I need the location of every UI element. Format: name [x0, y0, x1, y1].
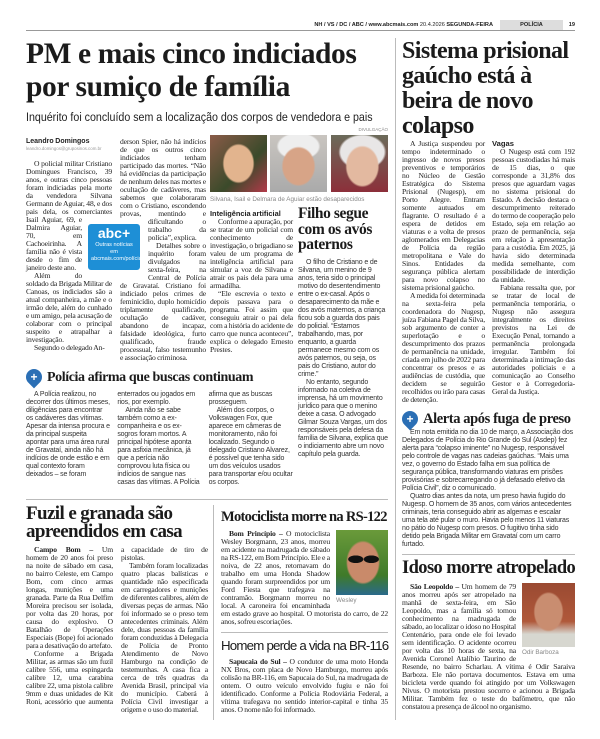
edition-list: NH / VS / DC / ABC / www.abcmais.com [314, 22, 419, 28]
paragraph: O filho de Cristiano e de Silvana, um menino de 9 anos, teria sido o principal motivo do desentendimento entre o ex-casal. Após o desaparecimento da mãe e dos avós maternos, a criança ficou sob a guarda dos pais do policial. “Estamos trabalhando, mas, por enquanto, a guarda permanece mesmo com os avós paternos, ou seja, os pais do Cristiano, autor do crime.” [298, 258, 386, 378]
ia-subhead: Inteligência artificial [210, 209, 281, 218]
abcmais-promo[interactable] [86, 222, 142, 272]
moto-headline: Motociclista morre na RS-122 [221, 509, 387, 525]
photo-isail [270, 135, 327, 192]
photo-silvana [210, 135, 267, 192]
idoso-headline: Idoso morre atropelado [402, 558, 576, 578]
paragraph: O motociclista Wesley Borgmann, 23 anos, morreu em acidente na madrugada de sábado na RS-122, em Bom Princípio. Ele e a noiva, de 22 anos, retornavam do trabalho em uma Honda Shadow quando foram surpreendidos por um Ford Fiesta que trafegava na contramão. Borgmann morreu no local. A caroneira foi encaminhada em estado grave ao hospital. O motorista do carro, de 22 anos, sofreu escoriações. [221, 529, 388, 626]
filho-headline: Filho segue com os avós paternos [298, 205, 372, 253]
br116-headline: Homem perde a vida na BR-116 [221, 638, 389, 653]
paragraph: Quatro dias antes da nota, um preso havia fugido do Nugesp. O homem de 35 anos, com vários antecedentes criminais, teria conseguido abrir as algemas e escalar uma tela até pular o muro. Havia pelo menos 11 viaturas no pátio do Nugesp com presos. O fugitivo tinha sido detido pela Brigada Militar em Gravataí com um carro furtado. [402, 493, 572, 548]
paragraph: No entanto, segundo informado na coletiva de imprensa, há um movimento jurídico para que o menino deixe a casa. O advogado Gilmar Souza Vargas, um dos responsáveis pela defesa da família de Silvana, explica que o indiciamento abre um novo capítulo pela guarda. [298, 378, 388, 458]
paragraph: A Polícia realizou, no decorrer dos últimos meses, diligências para encontrar os cadáveres das vítimas. Apesar da intensa procura e da principal suspeita apontar para uma área rural de Gravataí, ainda não há indícios de onde estão e em qual contexto foram deixados – se foram enterrados ou jogados em rios, por exemplo. [26, 391, 196, 478]
paragraph: O condutor de uma moto Honda NX Bros, com placa de Novo Hamburgo, morreu após colisão na BR-116, em Sapucaia do Sul, na madrugada de ontem. O outro veículo envolvido fugiu e não foi identificado. Conforme a Polícia Rodoviária Federal, a vítima trafegava no sentido interior-capital e tinha 35 anos. O nome não foi informado. [221, 657, 388, 714]
vagas-subhead: Vagas [492, 139, 514, 148]
paragraph: Além dos corpos, o Volkswagen Fox, que aparece em câmeras de monitoramento, não foi localizado. Segundo o delegado Cristiano Alvarez, é possível que tenha sido um dos veículos usados para transportar e/ou ocultar os corpos. [208, 407, 293, 486]
dateline: Bom Princípio – [229, 529, 283, 538]
paragraph: Um homem de 79 anos morreu após ser atropelado na manhã de sexta-feira, em São Leopoldo, mas a família só tomou conhecimento na madrugada de sábado, ao localizar o idoso no Hospital Centenário, para onde ele foi levado sem identificação. O acidente ocorreu por volta das 10 horas de sexta, na Avenida Coronel Atalíbio Taurino de Resende, no bairro Scharlau. A vítima é Odir Saraiva Barboza. Ele não portava documentos. Estava em uma bicicleta verde quando foi atingido por um Volkswagen Nivus. O motorista prestou socorro e acionou a Brigada Militar. Também fez o teste do bafômetro, que não constatou a presença de álcool no organismo. [402, 582, 575, 711]
paragraph: Fabiana ressalta que, por se tratar de local de permanência temporária, o Nugesp não assegura integralmente os direitos previstos na Lei de Execução Penal, tornando a permanência prolongada irregular. Também foi determinada a intimação das autoridades policiais e a comunicação ao Conselho Gestor e à Corregedoria-Geral da Justiça. [492, 283, 575, 396]
main-subtitle: Inquérito foi concluído sem a localização dos corpos de vendedora e pais [26, 110, 373, 124]
author-email: leandro.domingos@gruposinos.com.br [26, 146, 102, 151]
paragraph: Conforme a Brigada Militar, as armas são um fuzil calibre 556, uma espingarda calibre 12, uma carabina calibre 22, uma pistola calibre 9mm e duas unidades de Kit Roni, acessório que aumenta a capacidade de tiro de pistolas. [26, 545, 208, 706]
fuzil-headline: Fuzil e granada são apreendidos em casa [26, 503, 183, 542]
divider [26, 499, 388, 500]
column-divider [395, 38, 396, 720]
page-number: 19 [568, 22, 575, 28]
fuzil-section [26, 505, 208, 714]
headline-line: por sumiço de família [26, 71, 290, 103]
photo-wesley-wrap [334, 530, 388, 606]
briefs-column [221, 508, 388, 714]
issue-date: 20.4.2026 [419, 22, 445, 28]
paragraph: A medida foi determinada na sexta-feira pela coordenadora do Nugesp, juíza Fabiana Pagel da Silva, sob argumento de conter a superlotação e o descumprimento dos prazos de permanência na unidade, criada em julho de 2022 para concentrar os presos e as audiências de custódia, que decidem se seguirão recolhidos ou irão para casas de detenção. [402, 291, 485, 404]
paragraph: A Justiça suspendeu por tempo indeterminado o ingresso de novos presos preventivos e temporários no Núcleo de Gestão Estratégica do Sistema Prisional (Nugesp), em Porto Alegre. Entram somente autuados em flagrante. O resultado é a espera de detidos em viaturas e a volta de presos aglomerados em Delegacias de Polícia da região metropolitana e Vale do Sinos. Entidades da segurança pública alertam para novo colapso no sistema prisional gaúcho. [402, 139, 485, 292]
paragraph: “Ele escrevia o texto e depois passava para o programa. Foi assim que conseguiu atrair o pai dela com a história do acidente de carro que nunca aconteceu”, explica o delegado Ernesto Prestes. [210, 289, 293, 354]
alerta-headline: Alerta após fuga de preso [423, 411, 571, 427]
byline [26, 138, 112, 152]
dateline: São Leopoldo – [410, 582, 460, 591]
weekday: SEGUNDA-FEIRA [446, 22, 493, 28]
ia-section [210, 209, 293, 353]
paragraph: Conforme a apuração, por se tratar de um policial com conhecimento de investigação, o brigadiano se valeu de um programa de inteligência artificial para simular a voz de Silvana e atrair os pais dela para uma armadilha. [210, 217, 293, 290]
column-divider [213, 505, 214, 720]
paragraph: Segundo o delegado An- [34, 343, 105, 352]
buscas-headline: Polícia afirma que buscas continuam [47, 370, 254, 385]
photo-caption: Wesley [336, 597, 357, 604]
promo-text: Outras notícias em abcmais.com/polícia [91, 242, 142, 262]
filho-section [298, 206, 388, 459]
photo-dalmira [331, 135, 388, 192]
photo-odir-wrap [519, 583, 575, 659]
paragraph: Além do soldado da Brigada Militar de Canoas, os indiciados são a atual companheira, a mãe e o irmão dele, além do cunhado e um amigo, pela acusação de colaborar com o principal suspeito e atrapalhar a investigação. [26, 271, 112, 344]
paragraph: Também foram localizadas quatro placas balísticas e quantidade não especificada em carregadores e munições de diferentes calibres, além de diversas peças de armas. Não foi informado se o preso tem antecedentes criminais. Além dele, duas pessoas da família foram conduzidas à Delegacia de Polícia de Pronto Atendimento de Novo Hamburgo na condição de testemunhas. A casa fica a cerca de três quadras da Avenida Brasil, principal via do município. Caberá à Polícia Civil investigar a origem e o uso do material. [121, 561, 208, 714]
paragraph: Um homem de 20 anos foi preso na noite de sábado em casa, no bairro Celeste, em Campo Bom, com cinco armas longas, munições e uma granada. Parte da Rua Delfim Moreira precisou ser isolada, por volta das 20 horas, por causa do explosivo. O Batalhão de Operações Especiais (Bope) foi acionado para a desativação do artefato. [26, 545, 113, 650]
photo-credit: DIVULGAÇÃO [358, 127, 388, 132]
photo-caption: Silvana, Isail e Delmara de Aguiar estão desaparecidos [210, 196, 365, 203]
section-label: POLÍCIA [500, 20, 563, 30]
paragraph: derson Spier, não há indícios de que os outros cinco indiciados tenham participado das mortes. “Não há evidências da participação de nenhum deles nas mortes e ocultação de cadáveres, mas sabemos que colaboraram com o Cristiano, escondendo provas, mentindo e dificultando o trabalho da polícia”, explica. [120, 137, 206, 242]
divider [402, 554, 575, 555]
fuzil-article [26, 546, 208, 714]
prisional-col1 [402, 140, 485, 404]
idoso-article [402, 583, 575, 711]
alerta-article [402, 429, 575, 549]
plus-pin-icon: + [399, 408, 422, 431]
paragraph: Em nota emitida no dia 10 de março, a Associação dos Delegados de Polícia do Rio Grande do Sul (Asdep) fez alerta para “colapso iminente” no Nugesp, responsável pelo controle de vagas nas cadeias gaúchas. “Mais uma vez, o governo do Estado falha em sua política de segurança pública, transformando viaturas em prisões provisórias e sobrecarregando o já defasado efetivo da Polícia Civil”, diz o comunicado. [402, 429, 574, 492]
prisional-col2 [492, 140, 575, 396]
dateline: Campo Bom – [34, 545, 94, 554]
paragraph: Detalhes sobre o inquérito foram divulgados na sexta-feira, na Central de Polícia de Gravataí. Cristiano foi indiciado pelos crimes de feminicídio, duplo homicídio triplamente qualificado, ocultação de cadáver, abandono de incapaz, falsidade ideológica, furto qualificado, fraude processual, falso testemunho e associação criminosa. [120, 241, 206, 362]
prisional-article [402, 140, 575, 404]
photo-caption: Odir Barboza [522, 649, 559, 656]
dateline: Sapucaia do Sul – [229, 657, 287, 666]
moto-article [221, 530, 388, 626]
photo-odir [522, 583, 575, 647]
divider [221, 632, 388, 633]
header-rule [26, 30, 575, 31]
abc-logo: abc+ [97, 225, 131, 241]
headline-line: PM e mais cinco indiciados [26, 38, 357, 70]
paragraph: Ainda não se sabe também como a ex-companheira e os ex-sogros foram mortos. A principal hipótese aponta para asfixia mecânica, já que a perícia não comprovou luta física ou indícios de sangue nas casas das vítimas. A Polícia afirma que as buscas prosseguem. [117, 391, 273, 486]
buscas-article [26, 391, 293, 487]
alerta-header [402, 410, 575, 429]
prisional-headline: Sistema prisional gaúcho está à beira de novo colapso [402, 38, 569, 139]
right-column [402, 39, 575, 711]
photo-wesley [336, 530, 388, 595]
paragraph: O policial militar Cristiano Domingues Francisco, 39 anos, e outras cinco pessoas foram indiciadas pela morte da vendedora Silvana Germann de Aguiar, 48, e dos pais dela, os comerciantes Isail Aguiar, 69, e Dalmira Aguiar, 70, em Cachoeirinha. A família não é vista desde o fim de janeiro deste ano. [26, 159, 112, 272]
br116-article [221, 658, 388, 714]
author-name: Leandro Domingos [26, 138, 90, 145]
plus-pin-icon: + [23, 366, 46, 389]
filho-article [298, 259, 388, 459]
paragraph: O Nugesp está com 192 pessoas custodiadas há mais de 15 dias, o que corresponde a 31,8% dos presos que aguardam vagas no sistema prisional do Estado. A decisão destaca o descumprimento reiterado do termo de cooperação pelo Estado, seja em relação ao prazo de permanência, seja em relação à apresentação para a custódia. Em 2025, já havia sido determinada medida semelhante, com possibilidade de interdição da unidade. [492, 147, 575, 284]
main-headline [26, 38, 388, 104]
